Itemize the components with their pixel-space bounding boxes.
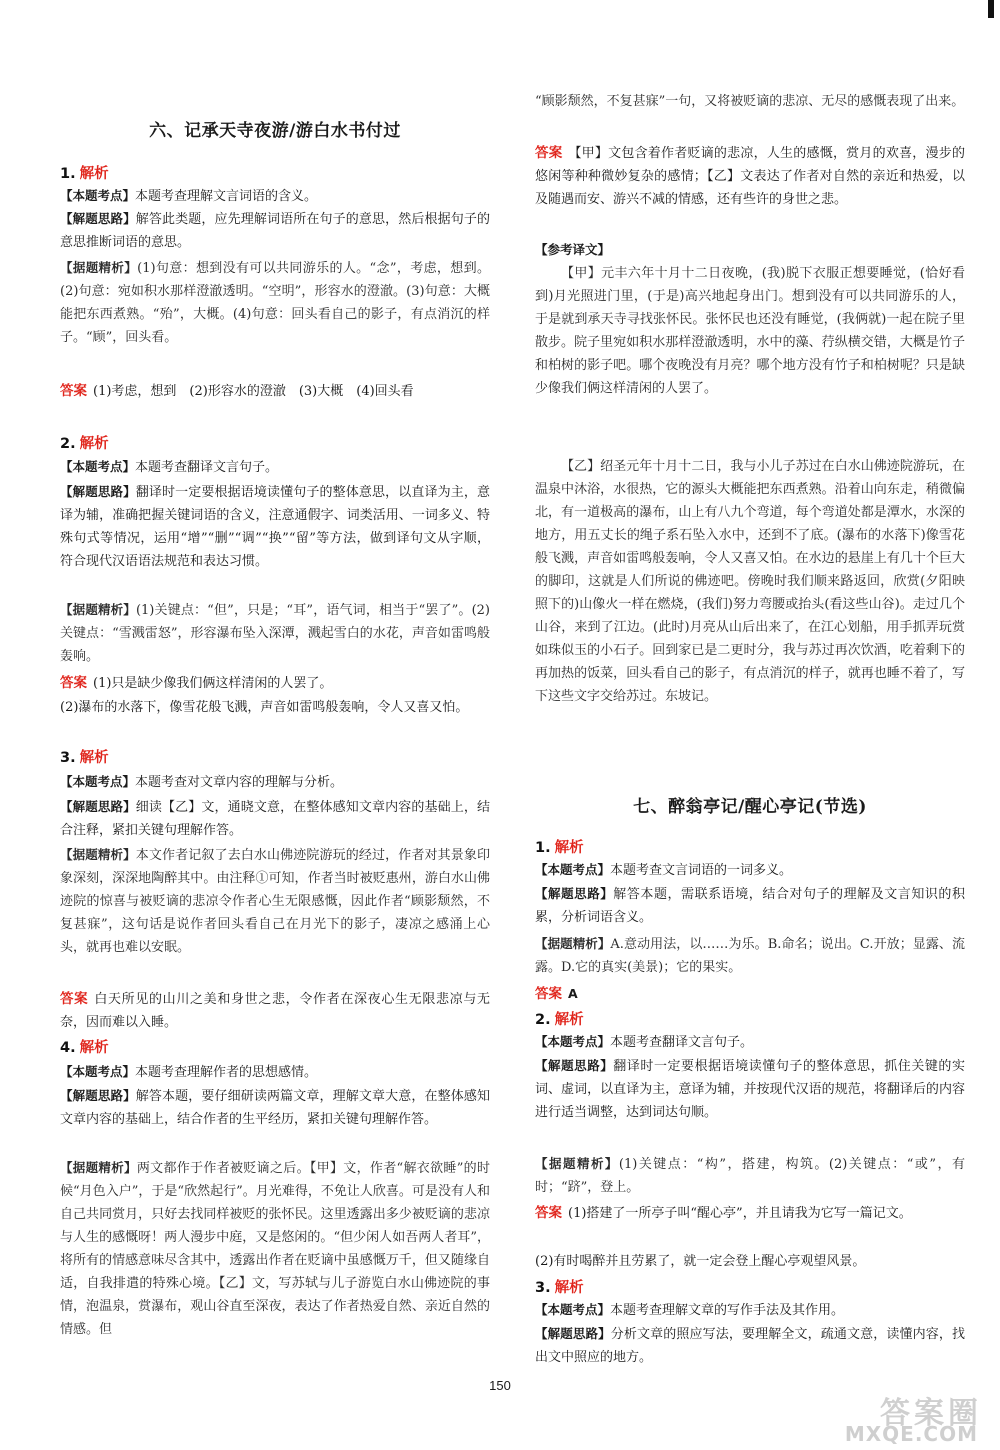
watermark-logo: 答案圈 MXQE.COM [844, 1396, 982, 1446]
jingxi: 【据题精析】A.意动用法，以……为乐。B.命名；说出。C.开放；显露、流露。D.它的真实(美景)；它的果实。 [535, 936, 965, 975]
translation-jia: 【甲】元丰六年十月十二日夜晚，(我)脱下衣服正想要睡觉，(恰好看到)月光照进门里，(于是)高兴地起身出门。想到没有可以共同游乐的人，于是就到承天寺寻找张怀民。张怀民也还没有睡觉，(我俩就)一起在院子里散步。院子里宛如积水那样澄澈透明，水中的藻、荇纵横交错，大概是竹子和柏树的影子吧。哪个夜晚没有月亮？哪个地方没有竹子和柏树呢？只是缺少像我们俩这样清闲的人罢了。 [535, 266, 965, 396]
page-number: 150 [489, 1378, 511, 1393]
silu: 【解题思路】解答此类题，应先理解词语所在句子的意思，然后根据句子的意思推断词语的意思。 [60, 211, 490, 250]
jingxi: 【据题精析】本文作者记叙了去白水山佛迹院游玩的经过，作者对其景象印象深刻，深深地陶醉其中。由注释①可知，作者当时被贬惠州，游白水山佛迹院的惊喜与被贬谪的悲凉令作者心生无限感慨，因此作者“顾影颓然，不复甚寐”，这句话是说作者回头看自己在月光下的影子，凄凉之感涌上心头，就再也难以安眠。 [60, 847, 490, 955]
question-number: 1. 解析 [60, 166, 109, 182]
kaodian: 【本题考点】本题考查翻译文言句子。 [535, 1034, 754, 1050]
continued-text: “顾影颓然，不复甚寐”一句，又将被贬谪的悲凉、无尽的感慨表现了出来。 [535, 94, 965, 109]
kaodian: 【本题考点】本题考查文言词语的一词多义。 [535, 862, 793, 878]
question-number: 3. 解析 [535, 1280, 584, 1296]
question-number: 4. 解析 [60, 1040, 109, 1056]
silu: 【解题思路】细读【乙】文，通晓文意，在整体感知文章内容的基础上，结合注释，紧扣关键句理解作答。 [60, 799, 490, 838]
question-number: 2. 解析 [60, 436, 109, 452]
kaodian: 【本题考点】本题考查理解文言词语的含义。 [60, 188, 318, 204]
reference-translation-label: 【参考译文】 [535, 242, 611, 257]
answer: 答案 (1)只是缺少像我们俩这样清闲的人罢了。 [60, 675, 333, 691]
kaodian: 【本题考点】本题考查理解作者的思想感情。 [60, 1064, 318, 1080]
question-number: 2. 解析 [535, 1012, 584, 1028]
kaodian: 【本题考点】本题考查翻译文言句子。 [60, 459, 279, 475]
silu: 【解题思路】解答本题，要仔细研读两篇文章，理解文章大意，在整体感知文章内容的基础上，结合作者的生平经历，紧扣关键句理解作答。 [60, 1088, 490, 1127]
answer: 答案 (1)搭建了一所亭子叫“醒心亭”，并且请我为它写一篇记文。 [535, 1205, 912, 1221]
answer: 答案 A [535, 986, 578, 1002]
section-title: 七、醉翁亭记/醒心亭记(节选) [633, 797, 867, 817]
jingxi: 【据题精析】两文都作于作者被贬谪之后。【甲】文，作者“解衣欲睡”的时候“月色入户”，于是“欣然起行”。月光难得，不免让人欣喜。可是没有人和自己共同赏月，只好去找同样被贬的张怀民。这里透露出多少被贬谪的悲凉与人生的感慨呀！两人漫步中庭，又是悠闲的。“但少闲人如吾两人者耳”，将所有的情感意味尽含其中，透露出作者在贬谪中虽感慨万千，但又随缘自适，自我排遣的特殊心境。【乙】文，写苏轼与儿子游览白水山佛迹院的事情，泡温泉，赏瀑布，观山谷直至深夜，表达了作者热爱自然、亲近自然的情感。但 [60, 1160, 490, 1337]
silu: 【解题思路】翻译时一定要根据语境读懂句子的整体意思，以直译为主，意译为辅，准确把握关键词语的含义，注意通假字、词类活用、一词多义、特殊句式等情况，运用“增”“删”“调”“换”“留”等方法，做到译句文从字顺，符合现代汉语语法规范和表达习惯。 [60, 484, 490, 569]
answer: 答案 (1)考虑，想到 (2)形容水的澄澈 (3)大概 (4)回头看 [60, 383, 414, 399]
answer-line-2: (2)瀑布的水落下，像雪花般飞溅，声音如雷鸣般轰响，令人又喜又怕。 [60, 700, 469, 715]
answer: 答案 【甲】文包含着作者贬谪的悲凉，人生的感慨，赏月的欢喜，漫步的悠闲等种种微妙复杂的感情；【乙】文表达了作者对自然的亲近和热爱，以及随遇而安、游兴不减的情感，还有些许的身世之悲。 [535, 145, 965, 207]
silu: 【解题思路】分析文章的照应写法，要理解全文，疏通文意，读懂内容，找出文中照应的地方。 [535, 1326, 965, 1365]
translation-yi: 【乙】绍圣元年十月十二日，我与小儿子苏过在白水山佛迹院游玩，在温泉中沐浴，水很热，它的源头大概能把东西煮熟。沿着山向东走，稍微偏北，有一道极高的瀑布，山上有八九个弯道，每个弯道处都是潭水，水深的地方，用五丈长的绳子系石坠入水中，还到不了底。(瀑布的水落下)像雪花般飞溅，声音如雷鸣般轰响，令人又喜又怕。在水边的悬崖上有几十个巨大的脚印，这就是人们所说的佛迹吧。傍晚时我们顺来路返回，欣赏(夕阳映照下的)山像火一样在燃烧，(我们)努力弯腰或抬头(看这些山谷)。走过几个山谷，来到了江边。(此时)月亮从山后出来了，在江心划船，用手抓弄玩赏如珠似玉的小石子。回到家已是二更时分，我与苏过再次饮酒，吃着剩下的再加热的饭菜，回头看自己的影子，有点消沉的样子，就再也睡不着了，写下这些文字交给苏过。东坡记。 [535, 459, 965, 704]
jingxi: 【据题精析】(1)关键点：“但”，只是；“耳”，语气词，相当于“罢了”。(2)关键点：“雪溅雷怒”，形容瀑布坠入深潭，溅起雪白的水花，声音如雷鸣般轰响。 [60, 602, 490, 664]
question-number: 3. 解析 [60, 750, 109, 766]
silu: 【解题思路】解答本题，需联系语境，结合对句子的理解及文言知识的积累，分析词语含义。 [535, 886, 965, 925]
silu: 【解题思路】翻译时一定要根据语境读懂句子的整体意思，抓住关键的实词、虚词，以直译为主，意译为辅，并按现代汉语的规范，将翻译后的内容进行适当调整，达到词达句顺。 [535, 1058, 965, 1120]
kaodian: 【本题考点】本题考查理解文章的写作手法及其作用。 [535, 1302, 845, 1318]
jingxi: 【据题精析】(1)句意：想到没有可以共同游乐的人。“念”，考虑，想到。(2)句意：宛如积水那样澄澈透明。“空明”，形容水的澄澈。(3)句意：大概能把东西煮熟。“殆”，大概。(4)句意：回头看自己的影子，有点消沉的样子。“顾”，回头看。 [60, 260, 490, 345]
section-title: 六、记承天寺夜游/游白水书付过 [149, 121, 401, 141]
answer: 答案 白天所见的山川之美和身世之悲，令作者在深夜心生无限悲凉与无奈，因而难以入睡。 [60, 991, 490, 1030]
answer-line-2: (2)有时喝醉并且劳累了，就一定会登上醒心亭观望风景。 [535, 1254, 866, 1269]
question-number: 1. 解析 [535, 840, 584, 856]
corner-mark [988, 0, 994, 18]
jingxi: 【据题精析】(1)关键点：“构”，搭建，构筑。(2)关键点：“或”，有时；“跻”，登上。 [535, 1156, 965, 1195]
kaodian: 【本题考点】本题考查对文章内容的理解与分析。 [60, 774, 344, 790]
